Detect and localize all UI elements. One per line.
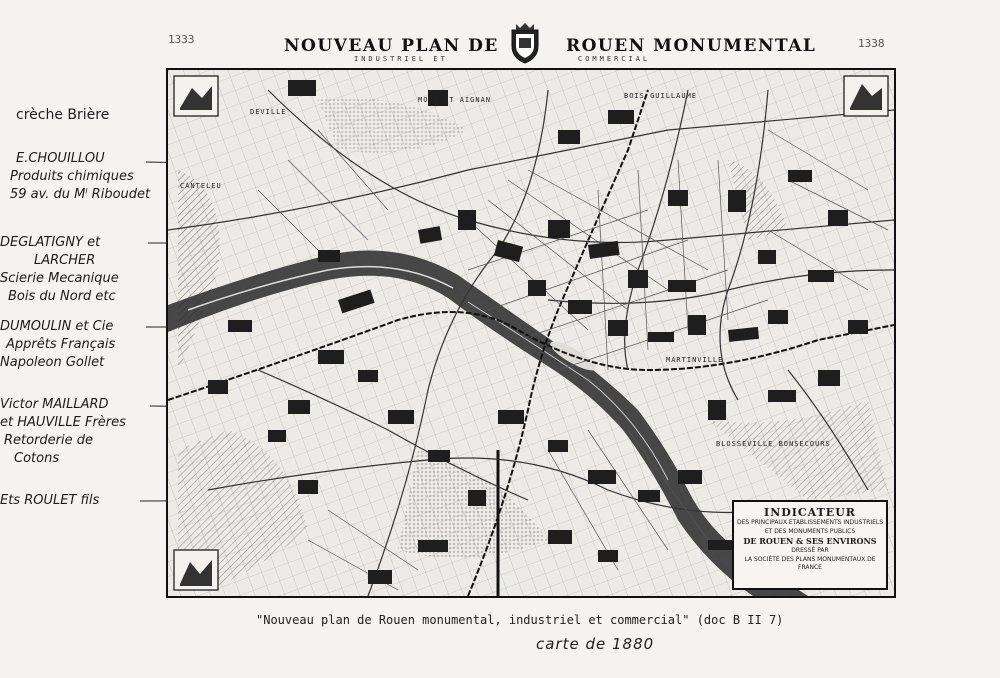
annotation-creche-briere: crèche Brière [16, 107, 110, 123]
legend-line-2: ET DES MONUMENTS PUBLICS [764, 527, 856, 535]
annotation-chouillou: E.CHOUILLOU Produits chimiques 59 av. du Mˡ Riboudet [10, 151, 151, 202]
map-title-right: ROUEN MONUMENTAL [566, 36, 817, 56]
label-canteleu: CANTELEU [180, 182, 222, 190]
rouen-map [166, 68, 896, 598]
annotation-roulet: Ets ROULET fils [0, 493, 100, 508]
legend-line-3: DE ROUEN & SES ENVIRONS [743, 536, 877, 546]
label-deville: DEVILLE [250, 108, 287, 116]
label-bois-guillaume: BOIS GUILLAUME [624, 92, 698, 100]
label-martinville: MARTINVILLE [666, 356, 724, 364]
map-title-left: NOUVEAU PLAN DE [284, 36, 499, 56]
label-blosseville: BLOSSEVILLE BONSECOURS [716, 440, 831, 448]
map-caption: "Nouveau plan de Rouen monumental, industriel et commercial" (doc B II 7) [256, 613, 784, 627]
annotation-dumoulin: DUMOULIN et Cie Apprêts Français Napoleon Gollet [0, 319, 116, 370]
annotation-deglatigny: DEGLATIGNY et LARCHER Scierie Mecanique Bois du Nord etc [0, 235, 119, 304]
map-legend [732, 500, 888, 590]
legend-title: INDICATEUR [764, 506, 856, 519]
legend-line-4: DRESSÉ PAR [791, 547, 829, 554]
page-number-left: 1333 [168, 33, 195, 46]
page-number-right: 1338 [858, 37, 885, 50]
date-note: carte de 1880 [536, 635, 655, 653]
legend-line-5: LA SOCIÉTÉ DES PLANS MONUMENTAUX DE FRANCE [744, 555, 876, 571]
map-subtitle-right: COMMERCIAL [578, 55, 651, 63]
label-mont-saint-aignan: MONT ST AIGNAN [418, 96, 492, 104]
map-subtitle-left: INDUSTRIEL ET [354, 55, 448, 63]
legend-line-1: DES PRINCIPAUX ETABLISSEMENTS INDUSTRIELS [736, 519, 884, 526]
annotation-maillard: Victor MAILLARD et HAUVILLE Frères Retorderie de Cotons [0, 397, 126, 466]
